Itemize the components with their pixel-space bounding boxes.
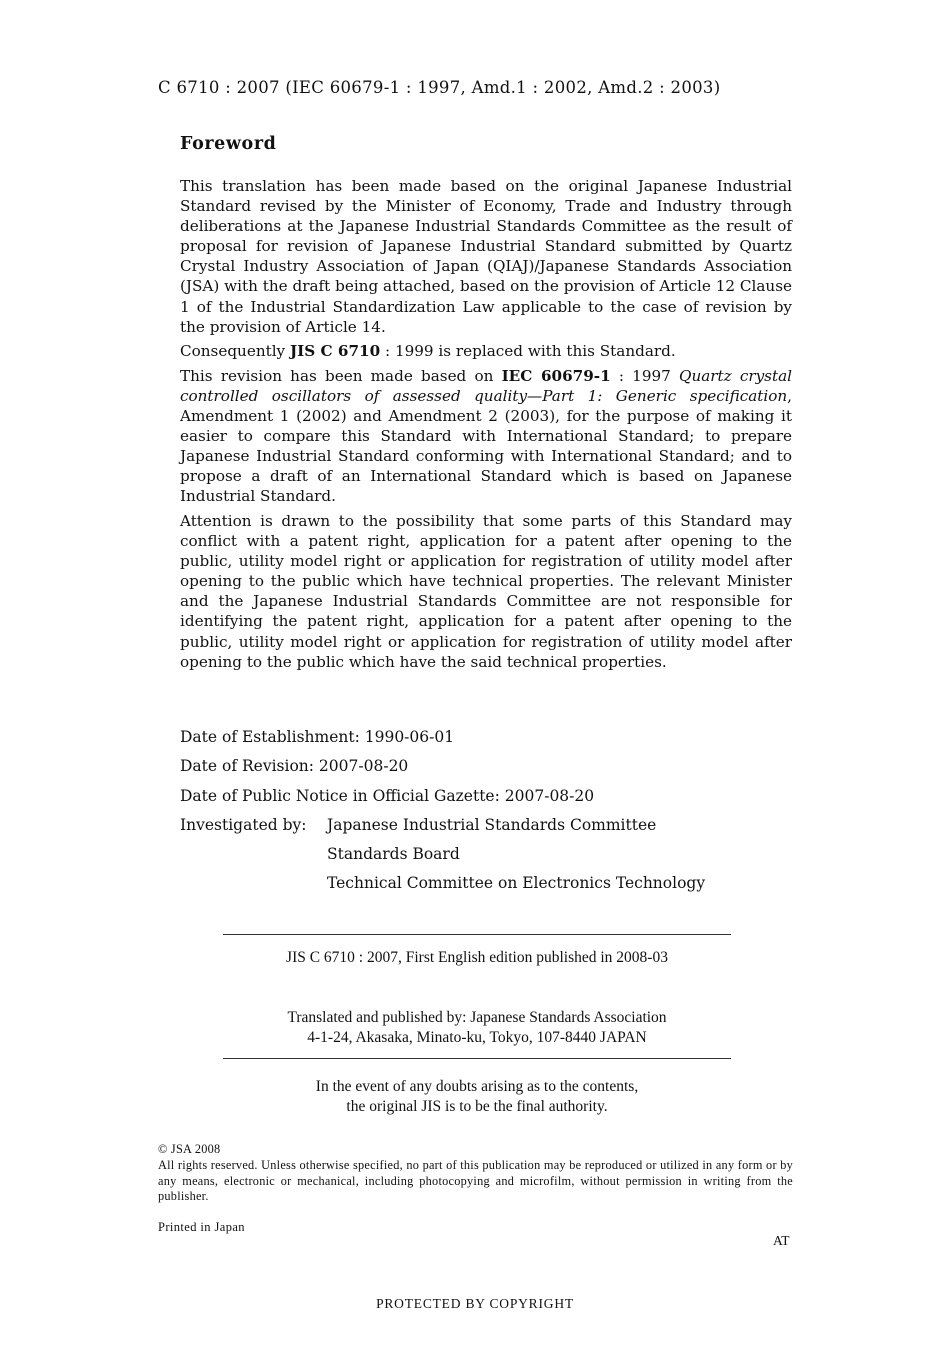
page-code: AT — [773, 1233, 790, 1248]
divider-bottom — [223, 1058, 731, 1059]
foreword-paragraph-4: Attention is drawn to the possibility that some parts of this Standard may conflict with a patent right, application for a patent after opening to the public, utility model right or application for registration of utility model after opening to the public which have technical properties. The relevant Minister and the Japanese Industrial Standards Committee are not responsible for identifying the patent right, application for a patent after opening to the public, utility model right or application for registration of utility model after opening to the public which have the said technical properties. — [180, 512, 792, 671]
investigated-board: Standards Board — [327, 845, 460, 864]
standard-ref: IEC 60679-1 — [501, 366, 611, 385]
publisher-line-1: Translated and published by: Japanese Standards Association — [287, 1009, 667, 1026]
foreword-paragraph-2: Consequently JIS C 6710 : 1999 is replaced with this Standard. — [180, 342, 676, 361]
investigated-by — [180, 815, 705, 844]
investigated-tech-committee: Technical Committee on Electronics Technology — [327, 874, 706, 893]
date-gazette: Date of Public Notice in Official Gazette: 2007-08-20 — [180, 786, 595, 805]
foreword-body — [180, 176, 792, 676]
date-establishment: Date of Establishment: 1990-06-01 — [180, 728, 455, 746]
standard-title: Quartz crystal controlled oscillators of assessed quality—Part 1: Generic specification — [180, 366, 792, 405]
foreword-paragraph-3: This revision has been made based on IEC 60679-1 : 1997 Quartz crystal controlled oscillators of assessed quality—Part 1: Generic specification, Amendment 1 (2002) and Amendment 2 (2003), for the purpose of making it easier to compare this Standard with International Standard; to prepare Japanese Industrial Standard conforming with International Standard; and to propose a draft of an International Standard which is based on Japanese Industrial Standard. — [180, 366, 792, 506]
divider-top — [223, 934, 731, 935]
copyright-footer: PROTECTED BY COPYRIGHT — [376, 1296, 574, 1311]
foreword-paragraph-1: This translation has been made based on the original Japanese Industrial Standard revised by the Minister of Economy, Trade and Industry through deliberations at the Japanese Industrial Standards Committee as the result of proposal for revision of Japanese Industrial Standard submitted by Quartz Crystal Industry Association of Japan (QIAJ)/Japanese Standards Association (JSA) with the draft being attached, based on the provision of Article 12 Clause 1 of the Industrial Standardization Law applicable to the case of revision by the provision of Article 14. — [180, 177, 792, 336]
printed-in: Printed in Japan — [158, 1220, 245, 1234]
date-revision: Date of Revision: 2007-08-20 — [180, 757, 409, 776]
foreword-heading: Foreword — [180, 134, 277, 154]
authority-line-1: In the event of any doubts arising as to the contents, — [315, 1078, 639, 1095]
copyright-holder: © JSA 2008 — [158, 1142, 221, 1156]
copyright-block — [158, 1142, 793, 1205]
investigated-label: Investigated by: — [180, 815, 307, 834]
investigated-committee: Japanese Industrial Standards Committee — [327, 815, 657, 834]
authority-line-2: the original JIS is to be the final authority. — [346, 1098, 608, 1115]
edition-line: JIS C 6710 : 2007, First English edition published in 2008-03 — [286, 949, 668, 966]
page-header: C 6710 : 2007 (IEC 60679-1 : 1997, Amd.1 : 2002, Amd.2 : 2003) — [158, 78, 721, 97]
publisher-address: 4-1-24, Akasaka, Minato-ku, Tokyo, 107-8440 JAPAN — [307, 1029, 647, 1046]
dates-block — [180, 727, 705, 903]
copyright-text: All rights reserved. Unless otherwise specified, no part of this publication may be reproduced or utilized in any form or by any means, electronic or mechanical, including photocopying and microfilm, without permission in writing from the publisher. — [158, 1157, 793, 1204]
standard-ref: JIS C 6710 — [289, 342, 381, 361]
